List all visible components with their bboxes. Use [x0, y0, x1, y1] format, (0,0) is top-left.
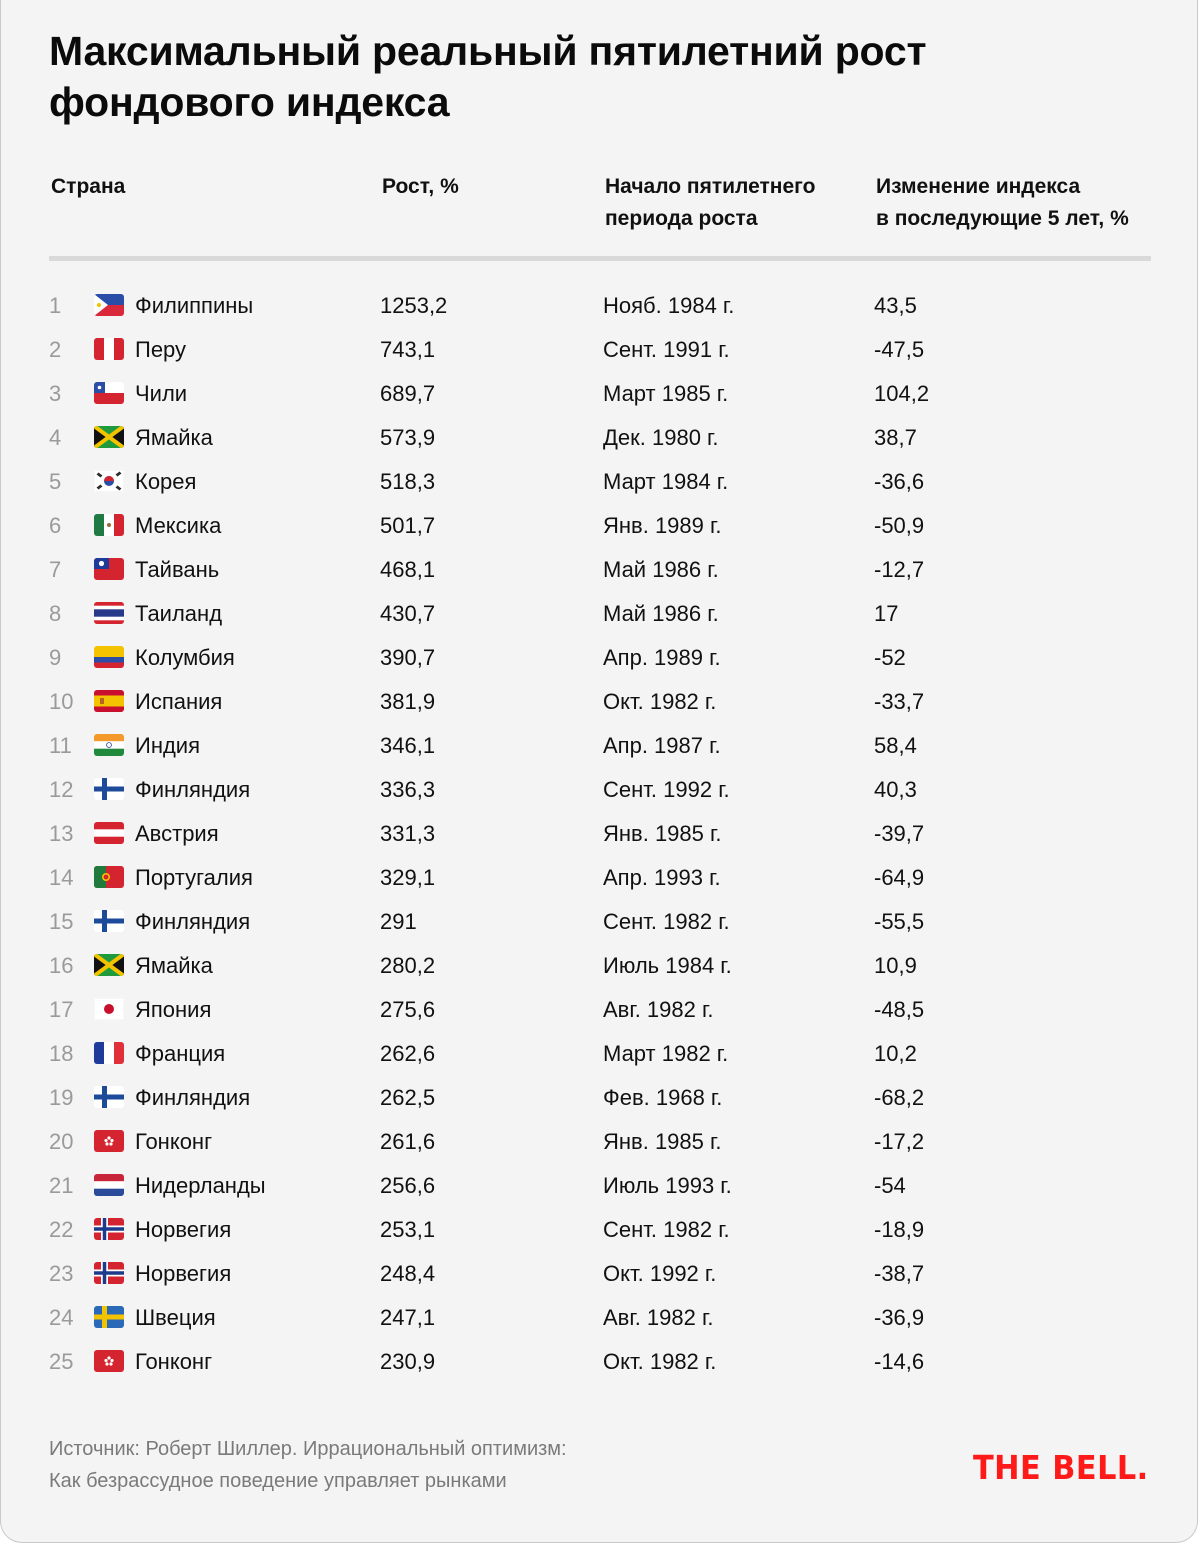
row-change-value: 58,4 — [874, 733, 917, 758]
row-change-value: 40,3 — [874, 777, 917, 802]
table-row — [1, 856, 1200, 900]
row-country: Нидерланды — [135, 1173, 266, 1198]
norway-flag-icon — [94, 1262, 124, 1284]
table-row — [1, 812, 1200, 856]
page-title: Максимальный реальный пятилетний рост фондового индекса — [49, 28, 927, 125]
row-change-value: -17,2 — [874, 1129, 925, 1154]
table-row — [1, 636, 1200, 680]
hongkong-flag-icon — [94, 1350, 124, 1372]
row-rank: 9 — [49, 645, 62, 670]
row-growth-value: 253,1 — [380, 1217, 436, 1242]
row-start-date: Март 1985 г. — [603, 381, 729, 406]
row-growth-value: 230,9 — [380, 1349, 436, 1374]
row-start-date: Апр. 1993 г. — [603, 865, 721, 890]
row-growth-value: 256,6 — [380, 1173, 436, 1198]
row-change-value: -64,9 — [874, 865, 925, 890]
header-divider — [49, 256, 1151, 261]
portugal-flag-icon — [94, 866, 124, 888]
row-start-date: Окт. 1982 г. — [603, 1349, 717, 1374]
row-country: Финляндия — [135, 909, 251, 934]
row-rank: 16 — [49, 953, 74, 978]
row-growth-value: 275,6 — [380, 997, 436, 1022]
row-rank: 1 — [49, 293, 62, 318]
row-change-value: -36,9 — [874, 1305, 925, 1330]
row-rank: 7 — [49, 557, 62, 582]
row-change-value: 17 — [874, 601, 899, 626]
hongkong-flag-icon — [94, 1130, 124, 1152]
row-change-value: -55,5 — [874, 909, 925, 934]
table-row — [1, 504, 1200, 548]
table-row — [1, 372, 1200, 416]
row-growth-value: 468,1 — [380, 557, 436, 582]
row-country: Таиланд — [135, 601, 223, 626]
row-start-date: Янв. 1989 г. — [603, 513, 722, 538]
column-header-growth-label: Рост, % — [382, 175, 459, 198]
row-start-date: Май 1986 г. — [603, 601, 719, 626]
row-growth-value: 518,3 — [380, 469, 436, 494]
source-line-1: Источник: Роберт Шиллер. Иррациональный оптимизм: — [49, 1438, 567, 1460]
row-growth-value: 247,1 — [380, 1305, 436, 1330]
row-growth-value: 346,1 — [380, 733, 436, 758]
row-country: Ямайка — [135, 425, 213, 450]
row-country: Швеция — [135, 1305, 216, 1330]
row-growth-value: 262,6 — [380, 1041, 436, 1066]
row-rank: 25 — [49, 1349, 74, 1374]
row-growth-value: 430,7 — [380, 601, 436, 626]
row-rank: 22 — [49, 1217, 74, 1242]
row-country: Австрия — [135, 821, 219, 846]
row-country: Тайвань — [135, 557, 220, 582]
chile-flag-icon — [94, 382, 124, 404]
row-start-date: Авг. 1982 г. — [603, 1305, 714, 1330]
table-row — [1, 988, 1200, 1032]
colombia-flag-icon — [94, 646, 124, 668]
finland-flag-icon — [94, 1086, 124, 1108]
table-row — [1, 416, 1200, 460]
taiwan-flag-icon — [94, 558, 124, 580]
row-rank: 21 — [49, 1173, 74, 1198]
row-start-date: Июль 1993 г. — [603, 1173, 732, 1198]
row-growth-value: 743,1 — [380, 337, 436, 362]
row-rank: 13 — [49, 821, 74, 846]
row-change-value: -47,5 — [874, 337, 925, 362]
table-row — [1, 460, 1200, 504]
row-change-value: -50,9 — [874, 513, 925, 538]
row-growth-value: 329,1 — [380, 865, 436, 890]
mexico-flag-icon — [94, 514, 124, 536]
row-country: Финляндия — [135, 1085, 251, 1110]
row-change-value: -68,2 — [874, 1085, 925, 1110]
row-growth-value: 291 — [380, 909, 417, 934]
row-start-date: Апр. 1989 г. — [603, 645, 721, 670]
row-growth-value: 280,2 — [380, 953, 436, 978]
row-country: Норвегия — [135, 1261, 232, 1286]
row-country: Франция — [135, 1041, 226, 1066]
row-rank: 6 — [49, 513, 62, 538]
table-row — [1, 944, 1200, 988]
row-change-value: -33,7 — [874, 689, 925, 714]
table-row — [1, 1164, 1200, 1208]
row-growth-value: 390,7 — [380, 645, 436, 670]
row-growth-value: 381,9 — [380, 689, 436, 714]
row-start-date: Сент. 1982 г. — [603, 909, 730, 934]
row-rank: 12 — [49, 777, 74, 802]
row-country: Гонконг — [135, 1129, 213, 1154]
the-bell-logo: THE BELL. — [973, 1448, 1149, 1487]
table-row — [1, 284, 1200, 328]
table-row — [1, 328, 1200, 372]
table-row — [1, 768, 1200, 812]
row-rank: 3 — [49, 381, 62, 406]
row-rank: 11 — [49, 733, 72, 758]
table-row — [1, 592, 1200, 636]
row-start-date: Окт. 1992 г. — [603, 1261, 717, 1286]
row-change-value: 43,5 — [874, 293, 917, 318]
jamaica-flag-icon — [94, 426, 124, 448]
austria-flag-icon — [94, 822, 124, 844]
column-header-start-line1: Начало пятилетнего — [605, 175, 816, 198]
row-change-value: -18,9 — [874, 1217, 925, 1242]
row-start-date: Окт. 1982 г. — [603, 689, 717, 714]
row-rank: 14 — [49, 865, 74, 890]
row-country: Мексика — [135, 513, 222, 538]
row-growth-value: 262,5 — [380, 1085, 436, 1110]
row-change-value: -52 — [874, 645, 906, 670]
table-row — [1, 1340, 1200, 1384]
row-growth-value: 501,7 — [380, 513, 436, 538]
row-rank: 18 — [49, 1041, 74, 1066]
row-start-date: Сент. 1992 г. — [603, 777, 730, 802]
jamaica-flag-icon — [94, 954, 124, 976]
row-country: Индия — [135, 733, 201, 758]
row-rank: 4 — [49, 425, 62, 450]
row-start-date: Янв. 1985 г. — [603, 821, 722, 846]
table-row — [1, 1120, 1200, 1164]
india-flag-icon — [94, 734, 124, 756]
table-row — [1, 1032, 1200, 1076]
row-change-value: 104,2 — [874, 381, 930, 406]
row-growth-value: 689,7 — [380, 381, 436, 406]
korea-flag-icon — [94, 470, 124, 492]
table-row — [1, 1296, 1200, 1340]
row-rank: 17 — [49, 997, 74, 1022]
row-country: Испания — [135, 689, 223, 714]
row-change-value: -12,7 — [874, 557, 925, 582]
row-start-date: Нояб. 1984 г. — [603, 293, 735, 318]
row-start-date: Май 1986 г. — [603, 557, 719, 582]
row-change-value: 38,7 — [874, 425, 917, 450]
table-row — [1, 680, 1200, 724]
row-country: Финляндия — [135, 777, 251, 802]
table-row — [1, 724, 1200, 768]
norway-flag-icon — [94, 1218, 124, 1240]
row-country: Португалия — [135, 865, 253, 890]
row-country: Перу — [135, 337, 187, 362]
japan-flag-icon — [94, 998, 124, 1020]
row-start-date: Сент. 1991 г. — [603, 337, 730, 362]
table-row — [1, 1252, 1200, 1296]
peru-flag-icon — [94, 338, 124, 360]
row-rank: 10 — [49, 689, 74, 714]
row-change-value: -36,6 — [874, 469, 925, 494]
row-rank: 15 — [49, 909, 74, 934]
row-country: Корея — [135, 469, 197, 494]
row-start-date: Янв. 1985 г. — [603, 1129, 722, 1154]
column-header-country — [51, 171, 125, 203]
row-change-value: -54 — [874, 1173, 906, 1198]
row-country: Ямайка — [135, 953, 213, 978]
row-rank: 5 — [49, 469, 62, 494]
row-start-date: Дек. 1980 г. — [603, 425, 719, 450]
row-start-date: Март 1984 г. — [603, 469, 729, 494]
row-country: Япония — [135, 997, 212, 1022]
table-body — [1, 284, 1200, 1384]
finland-flag-icon — [94, 910, 124, 932]
row-change-value: 10,9 — [874, 953, 917, 978]
column-header-change-line2: в последующие 5 лет, % — [876, 207, 1129, 230]
column-header-start-line2: периода роста — [605, 207, 758, 230]
table-row — [1, 1208, 1200, 1252]
row-change-value: -48,5 — [874, 997, 925, 1022]
table-row — [1, 900, 1200, 944]
row-start-date: Март 1982 г. — [603, 1041, 729, 1066]
row-rank: 20 — [49, 1129, 74, 1154]
table-row — [1, 1076, 1200, 1120]
row-change-value: -14,6 — [874, 1349, 925, 1374]
column-header-start — [605, 171, 815, 235]
sweden-flag-icon — [94, 1306, 124, 1328]
row-start-date: Авг. 1982 г. — [603, 997, 714, 1022]
row-growth-value: 261,6 — [380, 1129, 436, 1154]
row-country: Норвегия — [135, 1217, 232, 1242]
row-growth-value: 331,3 — [380, 821, 436, 846]
row-change-value: -38,7 — [874, 1261, 925, 1286]
row-rank: 24 — [49, 1305, 74, 1330]
row-start-date: Апр. 1987 г. — [603, 733, 721, 758]
table-row — [1, 548, 1200, 592]
row-rank: 8 — [49, 601, 62, 626]
row-start-date: Сент. 1982 г. — [603, 1217, 730, 1242]
row-growth-value: 573,9 — [380, 425, 436, 450]
row-start-date: Фев. 1968 г. — [603, 1085, 723, 1110]
philippines-flag-icon — [94, 294, 124, 316]
thailand-flag-icon — [94, 602, 124, 624]
row-change-value: -39,7 — [874, 821, 925, 846]
spain-flag-icon — [94, 690, 124, 712]
row-growth-value: 336,3 — [380, 777, 436, 802]
row-country: Чили — [135, 381, 188, 406]
row-rank: 19 — [49, 1085, 74, 1110]
source-line-2: Как безрассудное поведение управляет рынками — [49, 1470, 507, 1492]
source-note — [49, 1433, 567, 1497]
france-flag-icon — [94, 1042, 124, 1064]
column-header-growth — [382, 171, 459, 203]
finland-flag-icon — [94, 778, 124, 800]
netherlands-flag-icon — [94, 1174, 124, 1196]
column-header-country-label: Страна — [51, 175, 126, 198]
row-start-date: Июль 1984 г. — [603, 953, 732, 978]
row-rank: 23 — [49, 1261, 74, 1286]
row-country: Гонконг — [135, 1349, 213, 1374]
column-header-change — [876, 171, 1129, 235]
row-rank: 2 — [49, 337, 62, 362]
row-growth-value: 248,4 — [380, 1261, 436, 1286]
column-header-change-line1: Изменение индекса — [876, 175, 1081, 198]
row-change-value: 10,2 — [874, 1041, 917, 1066]
row-country: Колумбия — [135, 645, 235, 670]
row-growth-value: 1253,2 — [380, 293, 448, 318]
row-country: Филиппины — [135, 293, 254, 318]
